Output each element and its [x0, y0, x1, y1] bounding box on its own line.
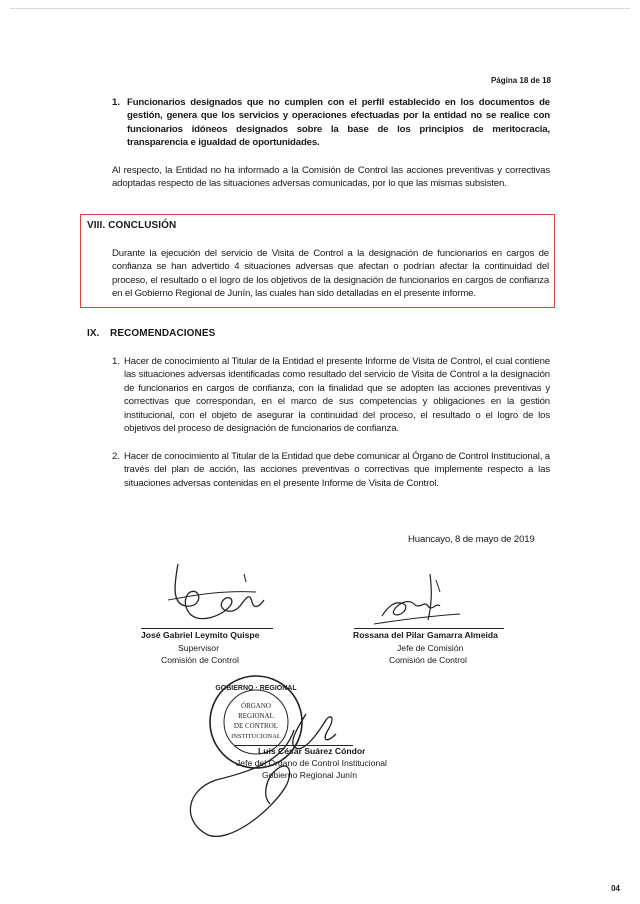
recommendation-2-text: Hacer de conocimiento al Titular de la Entidad que debe comunicar al Órgano de Control Institucional, a través del plan de acción, las acciones preventivas o correctivas que implemente respecto a las situaciones adversas contenidas en el presente Informe de Visita de Control. [124, 451, 550, 489]
signature-2-name: Rossana del Pilar Gamarra Almeida [353, 630, 498, 640]
recommendation-1-text: Hacer de conocimiento al Titular de la Entidad el presente Informe de Visita de Control, el cual contiene las situaciones adversas identificadas como resultado del servicio de Visita de Control a la designación de funcionarios en cargos de confianza, con la finalidad que se adopten las acciones preventivas y correctivas que correspondan, en el marco de sus competencias y obligaciones en la gestión institucional, con el objeto de asegurar la continuidad del proceso, el resultado o el logro de los objetivos del proceso de designación de funcionarios de confianza. [124, 356, 550, 435]
signature-3-name: Luis César Suárez Cóndor [258, 746, 366, 756]
corner-mark: 04 [611, 884, 620, 893]
respecto-paragraph: Al respecto, la Entidad no ha informado a la Comisión de Control las acciones preventivas y correctivas adoptadas respecto de las situaciones adversas comunicadas, por lo que las mismas subsisten. [112, 165, 550, 190]
recomendaciones-number: IX. [87, 328, 100, 339]
page-number: Página 18 de 18 [490, 76, 551, 85]
recommendation-2-number: 2. [112, 451, 121, 462]
svg-text:ÓRGANO: ÓRGANO [241, 702, 271, 710]
recomendaciones-heading: RECOMENDACIONES [110, 328, 216, 339]
signature-3-role: Jefe del Órgano de Control Institucional [236, 758, 387, 768]
signature-1-unit: Comisión de Control [161, 655, 239, 665]
signature-2-line [354, 628, 504, 629]
item-1-text: Funcionarios designados que no cumplen con el perfil establecido en los documentos de gestión, genera que los servicios y operaciones efectuadas por la entidad no se realice con funcionarios idóneos designados sobre la base de los principios de meritocracia, transparencia e igualdad de oportunidades. [127, 97, 550, 149]
conclusion-text: Durante la ejecución del servicio de Visita de Control a la designación de funcionarios en cargos de confianza se han advertido 4 situaciones adversas que afectan o podrían afectar la continuidad del proceso, el resultado o el logro de los objetivos de la designación de funcionarios en cargos de confianza en el Gobierno Regional de Junín, las cuales han sido detalladas en el presente informe. [112, 248, 549, 300]
item-1-number: 1. [112, 97, 121, 108]
signature-1-name: José Gabriel Leymito Quispe [141, 630, 260, 640]
signature-2-unit: Comisión de Control [389, 655, 467, 665]
svg-text:DE CONTROL: DE CONTROL [233, 722, 279, 730]
signature-2-image [370, 570, 470, 634]
svg-text:REGIONAL: REGIONAL [238, 712, 274, 720]
place-date: Huancayo, 8 de mayo de 2019 [408, 534, 535, 545]
signature-1-line [141, 628, 273, 629]
signature-1-role: Supervisor [178, 643, 220, 653]
signature-3-unit: Gobierno Regional Junín [262, 770, 358, 780]
conclusion-heading: VIII. CONCLUSIÓN [87, 220, 177, 231]
svg-text:INSTITUCIONAL: INSTITUCIONAL [231, 733, 281, 740]
scan-edge-line [10, 8, 630, 9]
signature-1-image [160, 556, 280, 636]
svg-text:GOBIERNO · REGIONAL: GOBIERNO · REGIONAL [215, 685, 297, 692]
signature-2-role: Jefe de Comisión [397, 643, 464, 653]
recommendation-1-number: 1. [112, 356, 121, 367]
